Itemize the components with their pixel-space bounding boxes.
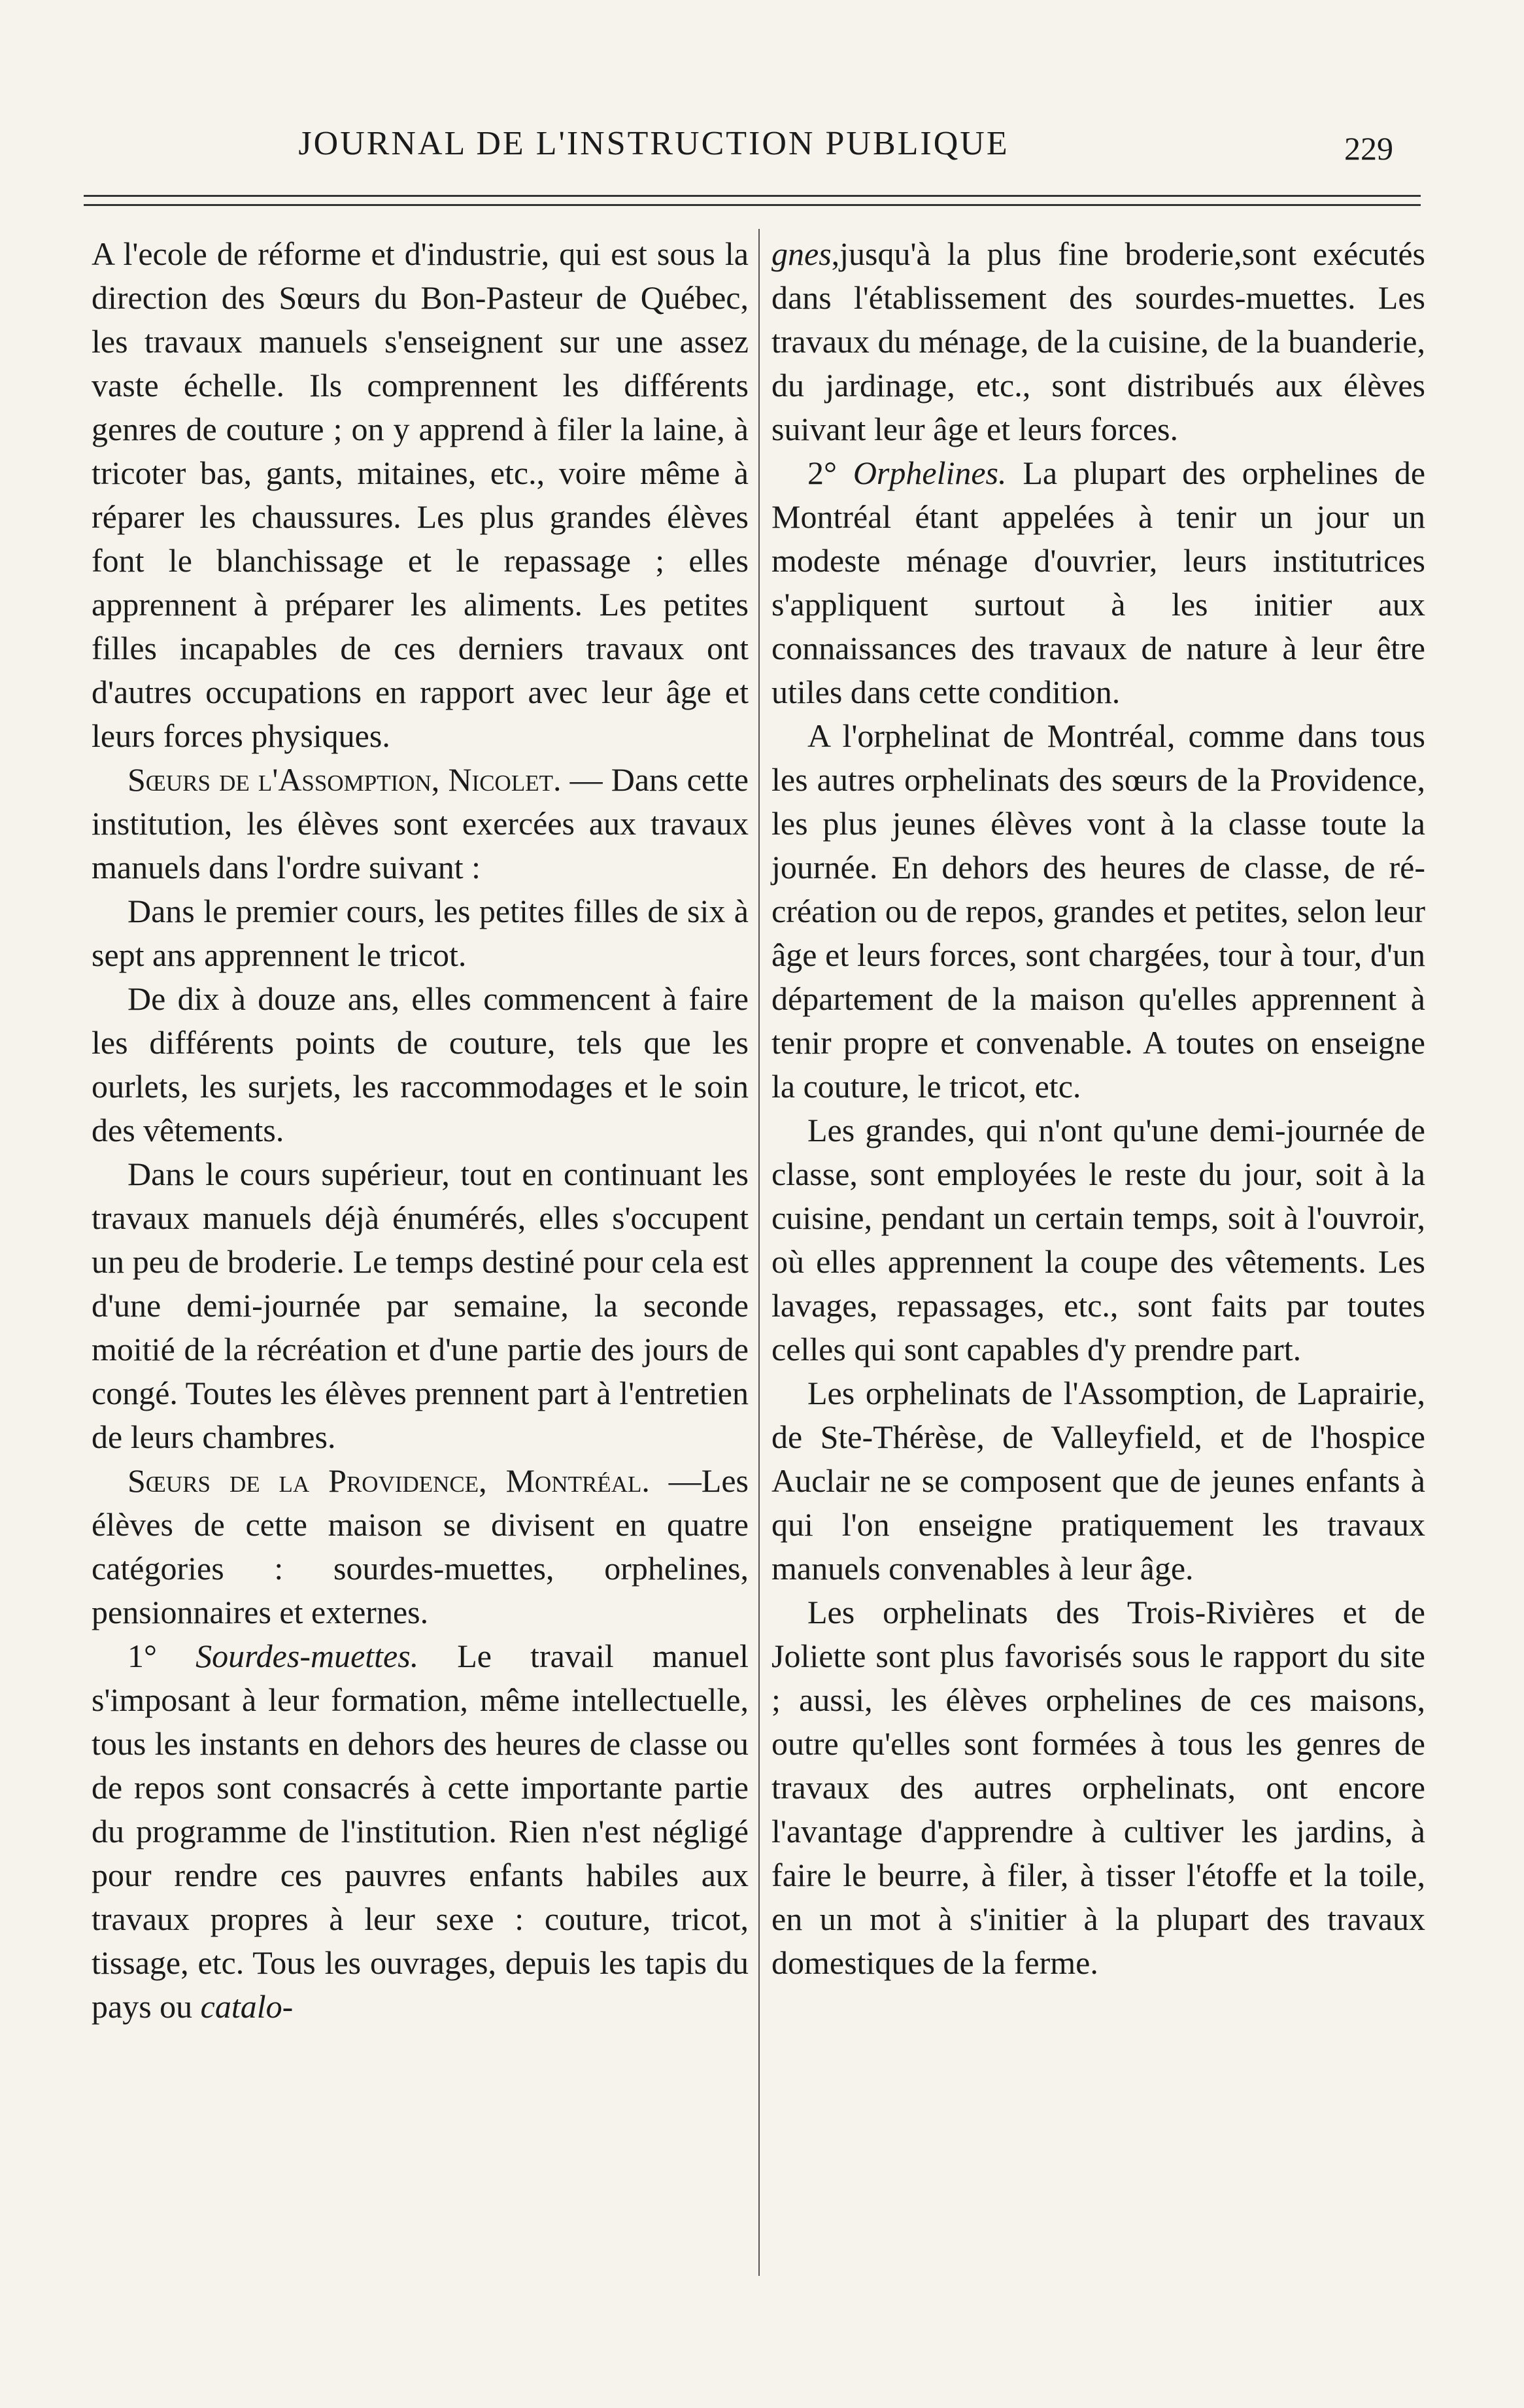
hyphenated-word: catalo- bbox=[200, 1988, 294, 2025]
paragraph: Les grandes, qui n'ont qu'une demi-journée de classe, sont employées le reste du jour, soit à la cuisine, pendant un certain temps, soit à l'ouvroir, où elles apprennent la coupe des vêtements. Les lavages, repassages, etc., sont faits par toutes celles qui sont capables d'y prendre part. bbox=[771, 1112, 1425, 1367]
paragraph bbox=[92, 758, 749, 889]
paragraph-text: ,jusqu'à la plus fine broderie,sont exécutés dans l'établissement des sourdes-muettes. Les travaux du ménage, de la cuisine, de la buanderie, du jardinage, etc., sont distribués aux élèves suivant leur âge et leurs forces. bbox=[771, 235, 1425, 447]
paragraph-text: Le travail manuel s'imposant à leur formation, même intellectuelle, tous les instants en dehors des heures de classe ou de repos sont consacrés à cette importante partie du programme de l'institution. Rien n'est négligé pour rendre ces pauvres enfants habiles aux travaux propres à leur sexe : couture, tricot, tissage, etc. Tous les ouvrages, depuis les tapis du pays ou bbox=[92, 1638, 749, 2025]
left-column bbox=[92, 232, 749, 2029]
paragraph bbox=[771, 232, 1425, 451]
paragraph: Les orphelinats de l'Assomption, de Laprairie, de Ste-Thérèse, de Valleyfield, et de l'hospice Auclair ne se composent que de jeunes enfants à qui l'on enseigne pratiquement les travaux manuels convenables à leur âge. bbox=[771, 1375, 1425, 1587]
paragraph: Dans le cours supérieur, tout en continuant les travaux manuels déjà énumérés, elles s'occupent un peu de broderie. Le temps destiné pour cela est d'une demi-journée par semaine, la seconde moitié de la récréation et d'une partie des jours de congé. Toutes les élèves prennent part à l'entretien de leurs chambres. bbox=[92, 1156, 749, 1455]
list-number: 2° bbox=[807, 455, 853, 491]
paragraph: Dans le premier cours, les petites filles de six à sept ans apprennent le tricot. bbox=[92, 893, 749, 973]
page-number: 229 bbox=[1344, 130, 1393, 167]
paragraph-text: La plupart des orphelines de Montréal étant appelées à tenir un jour un modeste ménage d'ouvrier, leurs institutrices s'appliquent surtout à les initier aux connaissances des travaux de nature à leur être utiles dans cette condition. bbox=[771, 455, 1426, 710]
list-number: 1° bbox=[127, 1638, 196, 1674]
paragraph: Les orphelinats des Trois-Rivières et de Joliette sont plus favorisés sous le rapport du site ; aussi, les élèves orphelines de ces maisons, outre qu'elles sont formées à tous les genres de travaux des autres orphelinats, ont encore l'avantage d'apprendre à cultiver les jardins, à faire le beurre, à filer, à tisser l'étoffe et la toile, en un mot à s'initier à la plupart des travaux domestiques de la ferme. bbox=[771, 1594, 1425, 1981]
category-heading: Orphelines. bbox=[853, 455, 1007, 491]
paragraph: A l'ecole de réforme et d'industrie, qui est sous la direction des Sœurs du Bon-Pasteur de Québec, les travaux manuels s'enseignent sur une assez vaste échelle. Ils comprennent les différents genres de couture ; on y apprend à filer la laine, à tricoter bas, gants, mitaines, etc., voire même à réparer les chaussures. Les plus grandes élèves font le blanchissage et le repassage ; elles apprennent à préparer les aliments. Les petites filles incapables de ces derniers travaux ont d'autres occupations en rapport avec leur âge et leurs forces physiques. bbox=[92, 235, 749, 754]
paragraph bbox=[92, 1634, 749, 2029]
column-divider bbox=[758, 229, 760, 2276]
paragraph: De dix à douze ans, elles commencent à faire les différents points de couture, tels que les ourlets, les surjets, les raccommodages et le soin des vêtements. bbox=[92, 980, 749, 1148]
header-rule-top bbox=[84, 195, 1421, 197]
paragraph bbox=[92, 1459, 749, 1634]
paragraph bbox=[771, 451, 1425, 714]
paragraph-text: —Les élèves de cette maison se divisent en quatre catégories : sourdes-muettes, orphelines, pensionnaires et externes. bbox=[92, 1462, 749, 1630]
right-column bbox=[771, 232, 1425, 1985]
section-heading: Sœurs de l'Assomption, Nicolet. — bbox=[127, 761, 603, 798]
hyphenated-word: gnes bbox=[771, 235, 832, 272]
paragraph: A l'orphelinat de Montréal, comme dans tous les autres orphelinats des sœurs de la Providence, les plus jeunes élèves vont à la classe toute la journée. En dehors des heures de classe, de récréation ou de repos, grandes et petites, selon leur âge et leurs forces, sont chargées, tour à tour, d'un département de la maison qu'elles apprennent à tenir propre et convenable. A toutes on enseigne la couture, le tricot, etc. bbox=[771, 717, 1425, 1105]
running-title: JOURNAL DE L'INSTRUCTION PUBLIQUE bbox=[298, 125, 1009, 162]
category-heading: Sourdes-muettes. bbox=[195, 1638, 419, 1674]
paragraph-text: Dans cette institution, les élèves sont exercées aux travaux manuels dans l'ordre suivant : bbox=[92, 761, 749, 886]
header-rule-bottom bbox=[84, 204, 1421, 206]
section-heading: Sœurs de la Providence, Montréal. bbox=[127, 1462, 650, 1499]
